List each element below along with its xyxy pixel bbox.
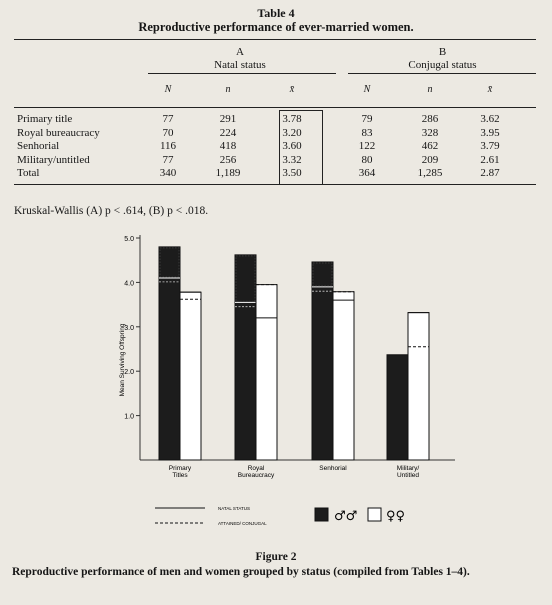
- group-b-label: Conjugal status: [408, 59, 477, 71]
- table-cell: 3.32: [282, 153, 302, 166]
- col-header-mean-b: x̄: [487, 84, 493, 95]
- table-cell: 83: [361, 126, 373, 139]
- group-a-label: Natal status: [214, 59, 266, 71]
- table-cell: 3.79: [480, 140, 500, 152]
- table-header-rule: [14, 107, 536, 108]
- legend-male-swatch: [315, 508, 328, 521]
- table-cell: 286: [421, 113, 439, 125]
- stat-note: Kruskal-Wallis (A) p < .614, (B) p < .018.: [14, 205, 209, 217]
- legend-female-symbol: ♀♀: [386, 509, 406, 524]
- table-row-label: Senhorial: [17, 140, 60, 152]
- legend-attained-label: ATTAINED/ CONJUGAL: [218, 521, 267, 526]
- table-cell: 1,285: [417, 167, 443, 179]
- table-cell: 2.87: [480, 167, 500, 179]
- y-tick-label: 2.0: [124, 369, 134, 377]
- figure-title: Figure 2: [255, 551, 297, 563]
- col-header-N-a: N: [164, 84, 172, 95]
- table-cell: 3.20: [282, 126, 302, 139]
- col-header-n-b: n: [427, 84, 433, 95]
- table-cell: 224: [219, 126, 237, 139]
- bar-chart: [0, 225, 552, 550]
- col-header-n-a: n: [225, 84, 231, 95]
- col-header-N-b: N: [363, 84, 371, 95]
- table-row-label: Primary title: [17, 113, 73, 125]
- bar-male: [387, 355, 408, 460]
- table-cell: 328: [421, 126, 439, 139]
- bar-female: [408, 313, 429, 460]
- table-bottom-rule: [14, 184, 536, 185]
- table-cell: 209: [421, 153, 439, 166]
- table-cell: 3.95: [480, 126, 500, 139]
- table-cell: 79: [361, 113, 373, 125]
- bar-male: [159, 247, 180, 460]
- group-b-rule: [348, 73, 536, 74]
- bar-female: [256, 285, 277, 460]
- bar-female: [180, 292, 201, 460]
- y-tick-label: 3.0: [124, 324, 134, 332]
- x-tick-label: Royal: [247, 465, 265, 472]
- legend-female-swatch: [368, 508, 381, 521]
- table-cell: 77: [162, 113, 174, 125]
- y-tick-label: 5.0: [124, 236, 134, 243]
- table-cell: 122: [358, 140, 376, 152]
- legend-natal-label: NATAL STATUS: [218, 506, 251, 511]
- table-cell: 116: [159, 140, 177, 152]
- group-b-letter: B: [438, 46, 447, 58]
- legend-male-symbol: ♂♂: [334, 509, 358, 524]
- bar-male: [235, 255, 256, 460]
- table-cell: 3.50: [282, 167, 302, 179]
- group-a-rule: [148, 73, 336, 74]
- col-header-mean-a: x̄: [289, 84, 295, 95]
- table-title: Table 4: [257, 6, 295, 20]
- table-cell: 2.61: [480, 153, 500, 166]
- y-tick-label: 1.0: [124, 413, 134, 421]
- table-row-label: Royal bureaucracy: [17, 126, 100, 139]
- table-subtitle: Reproductive performance of ever-married women.: [138, 20, 414, 34]
- y-tick-label: 4.0: [124, 280, 134, 288]
- table-cell: 3.60: [282, 140, 302, 152]
- x-tick-label: Titles: [172, 472, 188, 479]
- bar-female: [333, 292, 354, 460]
- x-tick-label: Military/: [396, 465, 420, 472]
- table-cell: 364: [358, 167, 376, 179]
- group-a-letter: A: [236, 46, 244, 58]
- y-axis-label: Mean Surviving Offspring: [119, 323, 126, 397]
- table-cell: 418: [219, 140, 237, 152]
- table-top-rule: [14, 39, 536, 40]
- table-cell: 3.78: [282, 113, 302, 125]
- table-cell: 77: [162, 153, 174, 166]
- x-tick-label: Bureaucracy: [237, 472, 275, 479]
- table-cell: 80: [361, 153, 373, 166]
- table-row-label: Total: [17, 167, 40, 179]
- x-tick-label: Primary: [168, 465, 192, 472]
- table-cell: 340: [159, 167, 177, 179]
- table-cell: 462: [421, 140, 439, 152]
- table-row-label: Military/untitled: [17, 153, 90, 166]
- bar-male: [312, 262, 333, 460]
- table-cell: 291: [219, 113, 237, 125]
- table-cell: 256: [219, 153, 237, 166]
- x-tick-label: Untitled: [396, 472, 420, 479]
- table-cell: 70: [162, 126, 174, 139]
- table-cell: 3.62: [480, 113, 500, 125]
- figure-caption: Reproductive performance of men and women grouped by status (compiled from Tables 1–4).: [12, 566, 470, 578]
- x-tick-label: Senhorial: [319, 465, 347, 472]
- table-cell: 1,189: [215, 167, 241, 179]
